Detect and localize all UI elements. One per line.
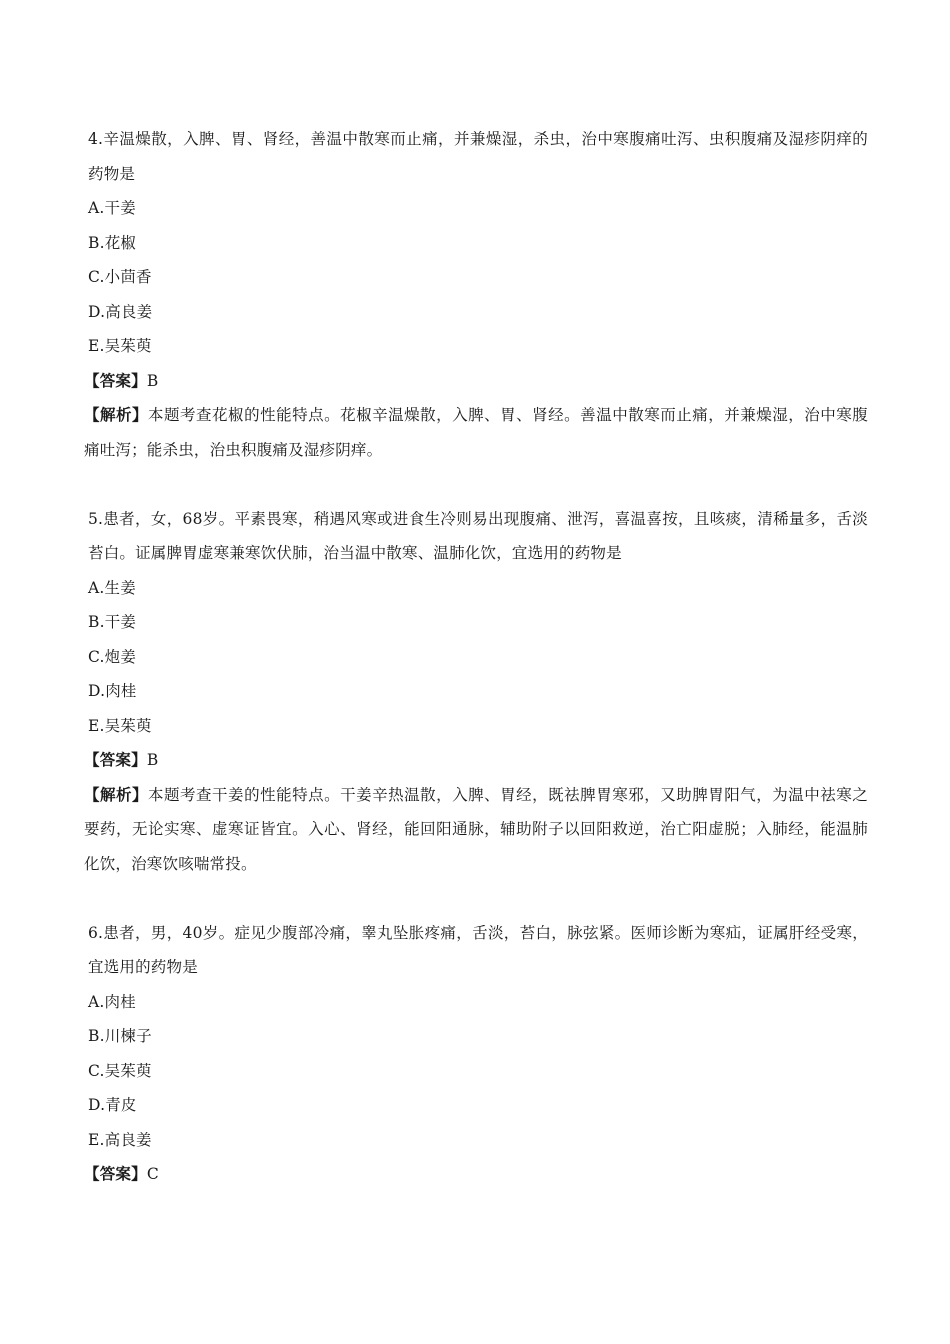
analysis-label: 【解析】 [84, 405, 149, 424]
question-6 [84, 916, 868, 1192]
option-a: A.干姜 [88, 199, 136, 217]
option-c: C.小茴香 [88, 268, 152, 286]
spacer [88, 467, 868, 502]
question-stem: 5.患者，女，68岁。平素畏寒，稍遇风寒或进食生冷则易出现腹痛、泄泻，喜温喜按，且咳痰，清稀量多，舌淡苔白。证属脾胃虚寒兼寒饮伏肺，治当温中散寒、温肺化饮，宜选用的药物是 [88, 509, 868, 562]
answer-label: 【答案】 [84, 1164, 147, 1183]
question-5 [84, 502, 868, 882]
option-b: B.川楝子 [88, 1027, 152, 1045]
answer-line [84, 743, 868, 778]
answer-value: C [146, 1165, 159, 1183]
option-b: B.花椒 [88, 233, 137, 252]
analysis-text: 本题考查干姜的性能特点。干姜辛热温散，入脾、胃经，既祛脾胃寒邪，又助脾胃阳气，为温中祛寒之要药，无论实寒、虚寒证皆宜。入心、肾经，能回阳通脉，辅助附子以回阳救逆，治亡阳虚脱；入肺经，能温肺化饮，治寒饮咳喘常投。 [84, 785, 868, 873]
option-a: A.生姜 [88, 578, 136, 597]
option-c: C.吴茱萸 [88, 1061, 152, 1080]
answer-label: 【答案】 [84, 750, 147, 769]
answer-value: B [146, 751, 159, 769]
option-d: D.肉桂 [88, 682, 137, 700]
option-c: C.炮姜 [88, 647, 137, 666]
option-b: B.干姜 [88, 613, 137, 631]
question-4 [84, 122, 868, 467]
spacer [88, 881, 868, 916]
document-page [84, 122, 868, 1192]
answer-line [84, 1157, 868, 1192]
answer-value: B [146, 371, 159, 390]
analysis-line [84, 398, 868, 467]
option-d: D.青皮 [88, 1096, 137, 1114]
analysis-label: 【解析】 [84, 784, 149, 804]
question-stem: 4.辛温燥散，入脾、胃、肾经，善温中散寒而止痛，并兼燥湿，杀虫，治中寒腹痛吐泻、虫积腹痛及湿疹阴痒的药物是 [88, 130, 868, 183]
option-a: A.肉桂 [88, 992, 136, 1011]
option-e: E.吴茱萸 [88, 716, 152, 735]
option-e: E.吴茱萸 [88, 337, 152, 355]
analysis-text: 本题考查花椒的性能特点。花椒辛温燥散，入脾、胃、肾经。善温中散寒而止痛，并兼燥湿，治中寒腹痛吐泻；能杀虫，治虫积腹痛及湿疹阴痒。 [84, 406, 868, 459]
question-stem: 6.患者，男，40岁。症见少腹部冷痛，睾丸坠胀疼痛，舌淡，苔白，脉弦紧。医师诊断为寒疝，证属肝经受寒，宜选用的药物是 [88, 923, 868, 976]
answer-line [84, 364, 868, 399]
answer-label: 【答案】 [84, 370, 147, 390]
option-d: D.高良姜 [88, 302, 153, 321]
option-e: E.高良姜 [88, 1130, 152, 1149]
analysis-line [84, 778, 868, 882]
